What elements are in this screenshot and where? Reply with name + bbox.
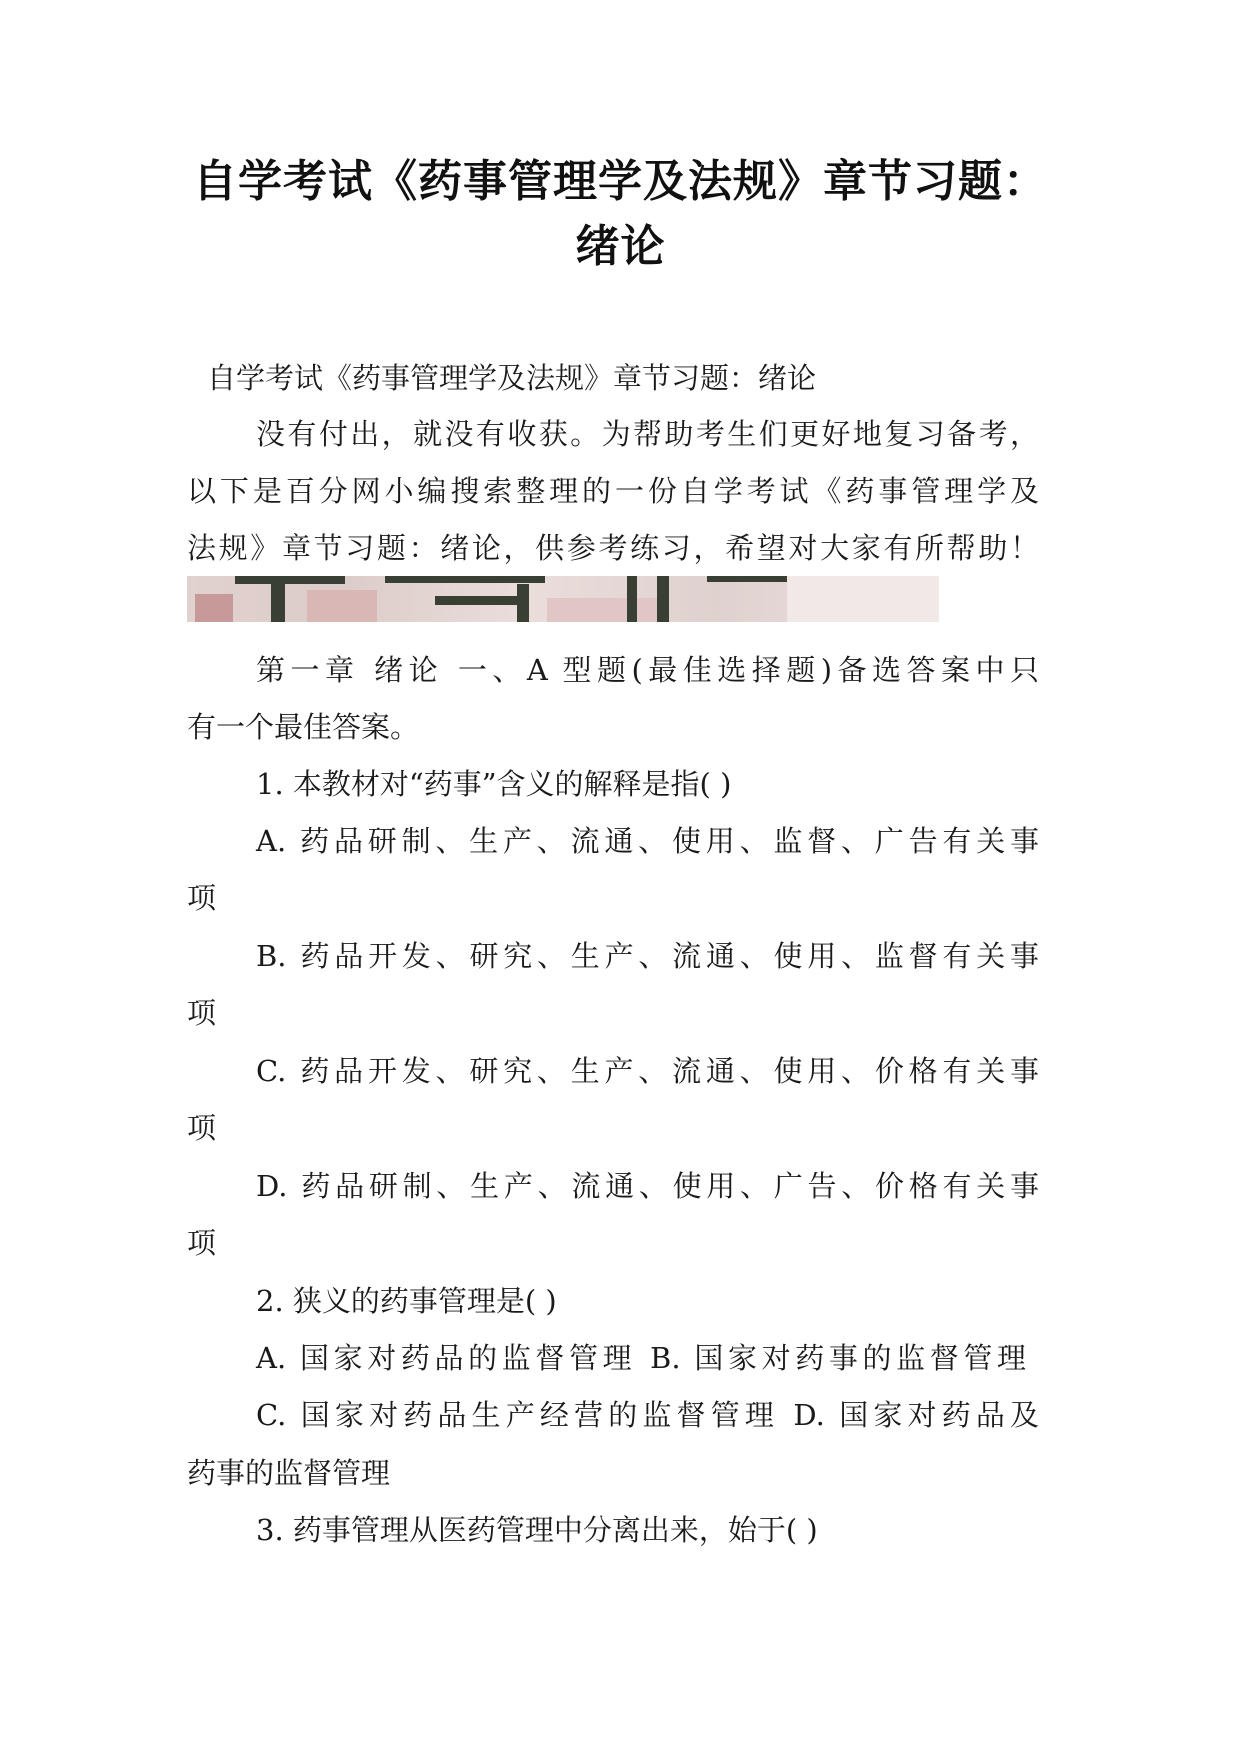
question-line: 项 (187, 1226, 217, 1260)
intro-line: 没有付出，就没有收获。为帮助考生们更好地复习备考， (256, 417, 1039, 451)
question-line: C. 国家对药品生产经营的监督管理 D. 国家对药品及 (256, 1398, 1039, 1432)
question-line: 1. 本教材对“药事”含义的解释是指( ) (256, 767, 732, 801)
intro-line: 法规》章节习题：绪论，供参考练习，希望对大家有所帮助！ (187, 531, 1039, 565)
banner-image (187, 576, 939, 622)
document-title-line2: 绪论 (575, 221, 666, 272)
question-line: 3. 药事管理从医药管理中分离出来，始于( ) (256, 1513, 818, 1547)
question-line: 项 (187, 1111, 217, 1145)
question-line: B. 药品开发、研究、生产、流通、使用、监督有关事 (256, 939, 1039, 973)
subtitle: 自学考试《药事管理学及法规》章节习题：绪论 (207, 361, 817, 395)
chapter-heading-line: 第一章 绪论 一、A 型题(最佳选择题)备选答案中只 (256, 653, 1039, 687)
question-line: 项 (187, 996, 217, 1030)
question-line: 项 (187, 881, 217, 915)
question-line: 2. 狭义的药事管理是( ) (256, 1284, 557, 1318)
question-line: 药事的监督管理 (187, 1456, 391, 1490)
intro-line: 以下是百分网小编搜索整理的一份自学考试《药事管理学及 (187, 474, 1039, 508)
question-line: A. 药品研制、生产、流通、使用、监督、广告有关事 (256, 824, 1039, 858)
document-title-line1: 自学考试《药事管理学及法规》章节习题： (193, 156, 1048, 207)
question-line: D. 药品研制、生产、流通、使用、广告、价格有关事 (256, 1169, 1039, 1203)
chapter-heading-line: 有一个最佳答案。 (187, 710, 420, 744)
question-line: C. 药品开发、研究、生产、流通、使用、价格有关事 (256, 1054, 1039, 1088)
question-line: A. 国家对药品的监督管理 B. 国家对药事的监督管理 (256, 1341, 1026, 1375)
